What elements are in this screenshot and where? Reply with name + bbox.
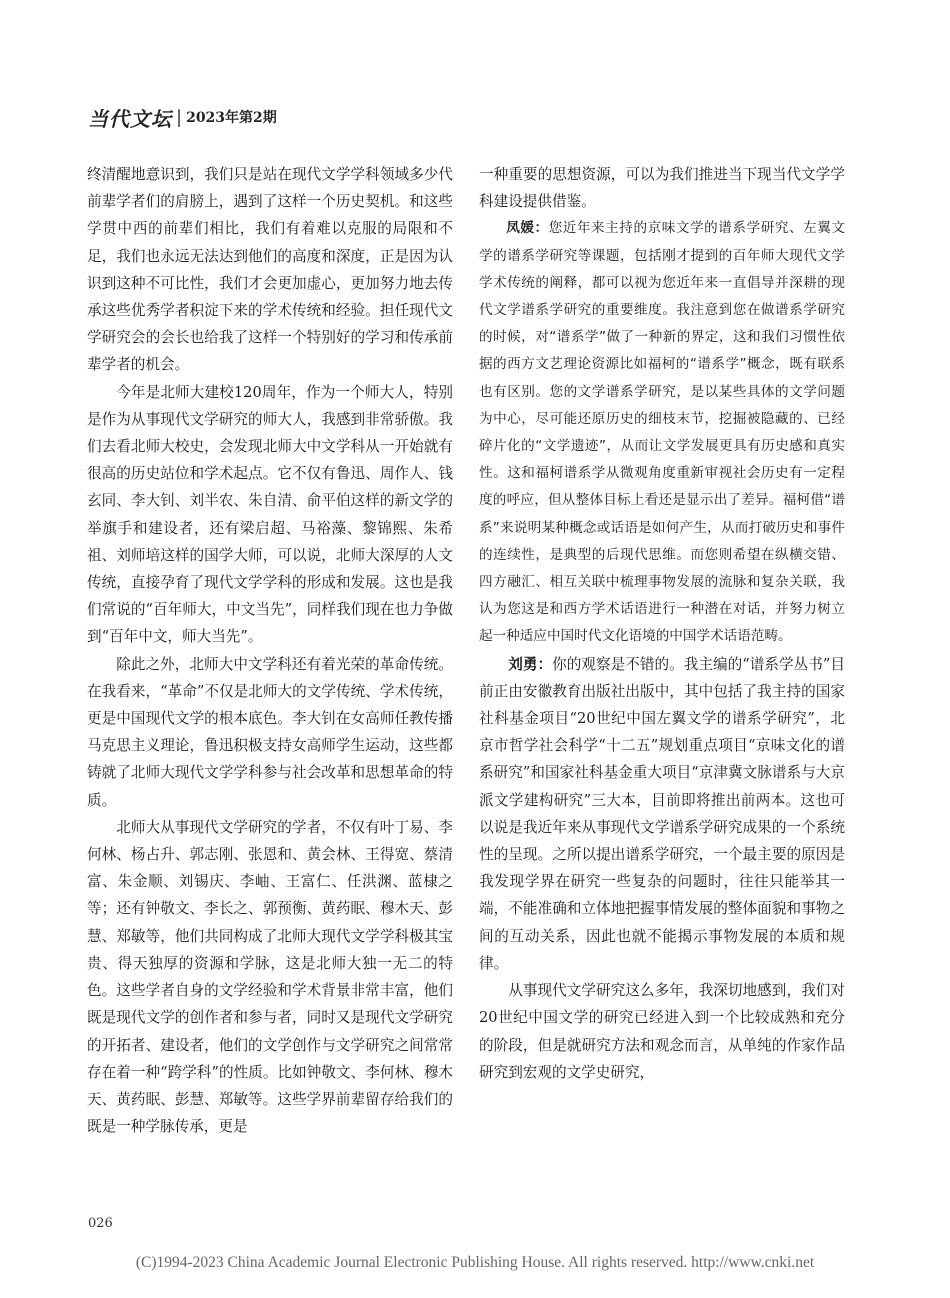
- answer-paragraph: [479, 651, 845, 977]
- answer-text: 你的观察是不错的。我主编的“谱系学丛书”目前正由安徽教育出版社出版中，其中包括了我主持的国家社科基金项目“20世纪中国左翼文学的谱系学研究”，北京市哲学社会科学“十二五”规划重点项目“京味文化的谱系研究”和国家社科基金重大项目“京津冀文脉谱系与大京派文学建构研究”三大本，目前即将推出前两本。这也可以说是我近年来从事现代文学谱系学研究成果的一个系统性的呈现。之所以提出谱系学研究，一个最主要的原因是我发现学界在研究一些复杂的问题时，往往只能举其一端，不能准确和立体地把握事情发展的整体面貌和事物之间的互动关系，因此也就不能揭示事物发展的本质和规律。: [479, 655, 845, 972]
- right-last-paragraph: 从事现代文学研究这么多年，我深切地感到，我们对20世纪中国文学的研究已经进入到一个比较成熟和充分的阶段，但是就研究方法和观念而言，从单纯的作家作品研究到宏观的文学史研究，: [479, 982, 845, 1081]
- question-text: 您近年来主持的京味文学的谱系学研究、左翼文学的谱系学研究等课题，包括刚才提到的百年师大现代文学学术传统的阐释，都可以视为您近年来一直倡导并深耕的现代文学谱系学研究的重要维度。我注意到您在做谱系学研究的时候，对“谱系学”做了一种新的界定，这和我们习惯性依据的西方文艺理论资源比如福柯的“谱系学”概念，既有联系也有区别。您的文学谱系学研究，是以某些具体的文学问题为中心，尽可能还原历史的细枝末节，挖掘被隐藏的、已经碎片化的“文学遗迹”，从而让文学发展更具有历史感和真实性。这和福柯谱系学从微观角度重新审视社会历史有一定程度的呼应，但从整体目标上看还是显示出了差异。福柯借“谱系”来说明某种概念或话语是如何产生，从而打破历史和事件的连续性，是典型的后现代思维。而您则希望在纵横交错、四方融汇、相互关联中梳理事物发展的流脉和复杂关联，我认为您这是和西方学术话语进行一种潜在对话，并努力树立起一种适应中国时代文化语境的中国学术话语范畴。: [479, 220, 846, 645]
- left-paragraph-4: 北师大从事现代文学研究的学者，不仅有叶丁易、李何林、杨占升、郭志刚、张恩和、黄会林、王得宽、蔡清富、朱金顺、刘锡庆、李岫、王富仁、任洪渊、蓝棣之等；还有钟敬文、李长之、郭预衡、黄药眠、穆木天、彭慧、郑敏等，他们共同构成了北师大现代文学学科极其宝贵、得天独厚的资源和学脉，这是北师大独一无二的特色。这些学者自身的文学经验和学术背景非常丰富，他们既是现代文学的创作者和参与者，同时又是现代文学研究的开拓者、建设者，他们的文学创作与文学研究之间常常存在着一种“跨学科”的性质。比如钟敬文、李何林、穆木天、黄药眠、彭慧、郑敏等。这些学界前辈留存给我们的既是一种学脉传承，更是: [87, 818, 453, 1136]
- right-continuation: 一种重要的思想资源，可以为我们推进当下现当代文学学科建设提供借鉴。: [479, 166, 845, 211]
- left-paragraph-2: 今年是北师大建校120周年，作为一个师大人，特别是作为从事现代文学研究的师大人，我感到非常骄傲。我们去看北师大校史，会发现北师大中文学科从一开始就有很高的历史站位和学术起点。它不仅有鲁迅、周作人、钱玄同、李大钊、刘半农、朱自清、俞平伯这样的新文学的举旗手和建设者，还有梁启超、马裕藻、黎锦熙、朱希祖、刘师培这样的国学大师，可以说，北师大深厚的人文传统，直接孕育了现代文学学科的形成和发展。这也是我们常说的“百年师大，中文当先”，同样我们现在也力争做到“百年中文，师大当先”。: [87, 383, 453, 646]
- left-paragraph-1: 终清醒地意识到，我们只是站在现代文学学科领域多少代前辈学者们的肩膀上，遇到了这样一个历史契机。和这些学贯中西的前辈们相比，我们有着难以克服的局限和不足，我们也永远无法达到他们的高度和深度，正是因为认识到这种不可比性，我们才会更加虚心，更加努力地去传承这些优秀学者积淀下来的学术传统和经验。担任现代文学研究会的会长也给我了这样一个特别好的学习和传承前辈学者的机会。: [87, 166, 453, 374]
- page-number: 026: [88, 1216, 113, 1231]
- left-column: [87, 161, 453, 1140]
- header-separator: |: [176, 106, 183, 128]
- answer-speaker: 刘勇：: [508, 655, 553, 673]
- journal-logo: 当代文坛: [88, 106, 172, 131]
- copyright-footer: (C)1994-2023 China Academic Journal Electronic Publishing House. All rights reserved. http://www.cnki.net: [135, 1254, 815, 1271]
- right-column: [479, 161, 845, 1086]
- question-speaker: 凤媛：: [506, 220, 549, 237]
- question-paragraph: [479, 215, 845, 650]
- issue-label: 2023年第2期: [186, 110, 277, 126]
- journal-header: [88, 105, 277, 129]
- left-paragraph-3: 除此之外，北师大中文学科还有着光荣的革命传统。在我看来，“革命”不仅是北师大的文学传统、学术传统，更是中国现代文学的根本底色。李大钊在女高师任教传播马克思主义理论，鲁迅积极支持女高师学生运动，这些都铸就了北师大现代文学学科参与社会改革和思想革命的特质。: [87, 655, 453, 809]
